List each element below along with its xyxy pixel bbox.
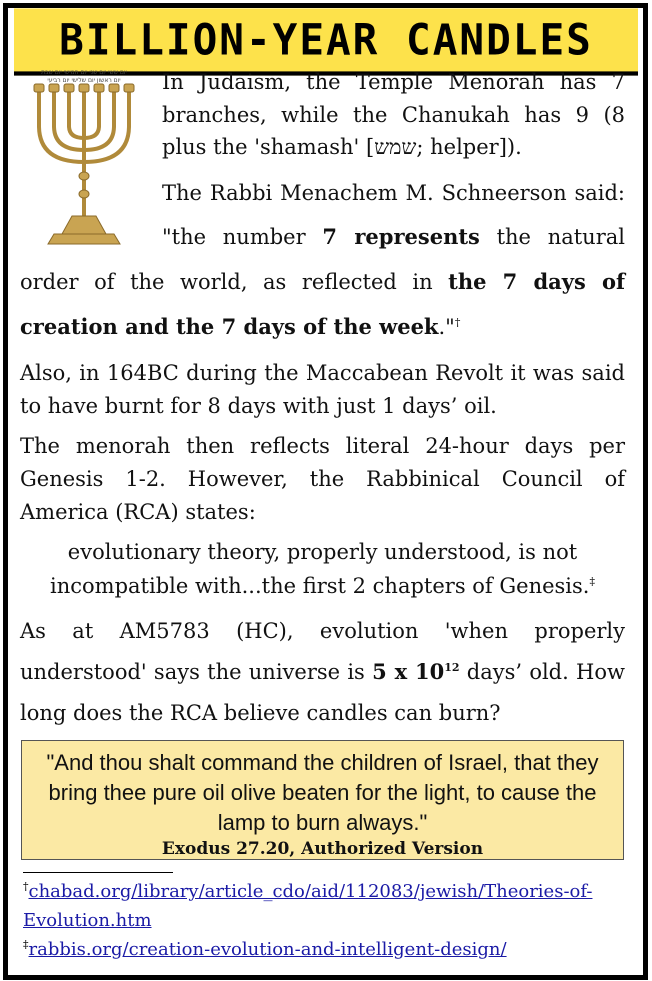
scripture-text: "And thou shalt command the children of Israel, that they bring thee pure oil olive beaten for the light, to cause the lamp to burn always." xyxy=(46,750,599,835)
footnote-link-rabbis[interactable]: rabbis.org/creation-evolution-and-intelligent-design/ xyxy=(28,938,507,960)
footnote-1: †chabad.org/library/article_cdo/aid/112083/jewish/Theories-of-Evolution.htm xyxy=(23,880,593,931)
poster-title: BILLION-YEAR CANDLES xyxy=(14,8,638,75)
footnote-mark-ddagger: ‡ xyxy=(589,574,595,588)
menorah-image xyxy=(14,66,154,248)
main-content xyxy=(20,66,625,742)
para-maccabean: Also, in 164BC during the Maccabean Revolt it was said to have burnt for 8 days with just 1 days’ oil. xyxy=(20,361,625,418)
footnotes xyxy=(23,878,628,964)
para-schneerson: The Rabbi Menachem M. Schneerson said: "the number 7 represents the natural order of the world, as reflected in the 7 days of creation and the 7 days of the week."† xyxy=(20,180,625,339)
footnote-divider xyxy=(23,872,173,873)
menorah-label: יום ששי xyxy=(108,69,127,76)
svg-text:יום ששי יום שני יום חמישי יום: יום ששי יום שני יום חמישי יום שבת xyxy=(41,69,127,76)
para-universe-age: As at AM5783 (HC), evolution 'when properly understood' says the universe is 5 x $10^{12}$ days’ old. How long does the RCA believe candles can burn? xyxy=(20,619,625,726)
footnote-2: ‡rabbis.org/creation-evolution-and-intelligent-design/ xyxy=(23,937,507,960)
para-genesis: The menorah then reflects literal 24-hour days per Genesis 1-2. However, the Rabbinical Council of America (RCA) states: xyxy=(20,434,625,524)
footnote-mark-dagger: † xyxy=(454,315,461,329)
svg-text:יום ראשון יום שלישי יום רביעי: יום ראשון יום שלישי יום רביעי xyxy=(47,77,121,84)
scripture-source: Exodus 27.20, Authorized Version xyxy=(161,838,484,859)
footnote-link-chabad[interactable]: chabad.org/library/article_cdo/aid/112083/jewish/Theories-of-Evolution.htm xyxy=(23,881,593,931)
rca-quote: evolutionary theory, properly understood, is not incompatible with...the first 2 chapters of Genesis.‡ xyxy=(50,540,595,598)
scripture-quote-box xyxy=(21,740,624,860)
para-menorah-branches: In Judaism, the Temple Menorah has 7 branches, while the Chanukah has 9 (8 plus the 'shamash' [שמש; helper]). xyxy=(162,70,625,160)
